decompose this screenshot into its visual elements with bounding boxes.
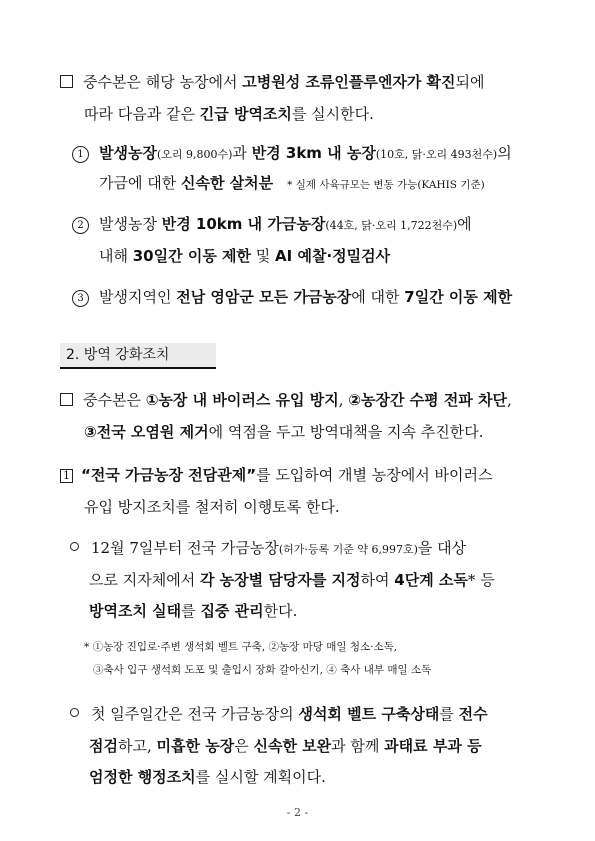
paragraph-1-line-2: 따라 다음과 같은 긴급 방역조치를 실시한다. [84, 105, 374, 123]
footnote-line-1: * ①농장 진입로·주변 생석회 벨트 구축, ②농장 마당 매일 청소·소독, [84, 641, 398, 653]
ring-item-2-line-3: 엄정한 행정조치를 실시할 계획이다. [89, 768, 326, 786]
paragraph-2-line-1: 중수본은 ①농장 내 바이러스 유입 방지, ②농장간 수평 전파 차단, [60, 390, 512, 410]
paragraph-3-line-2: 유입 방지조치를 철저히 이행토록 한다. [84, 498, 340, 516]
ring-item-1-line-1: 12월 7일부터 전국 가금농장(허가·등록 기준 약 6,997호)을 대상 [70, 538, 466, 560]
page-number: - 2 - [286, 806, 309, 819]
circled-number-1: 1 [72, 146, 89, 163]
ring-item-2-line-2: 점검하고, 미흡한 농장은 신속한 보완과 함께 과태료 부과 등 [89, 737, 482, 755]
ring-bullet-icon [70, 708, 79, 717]
item-2-line-1: 2 발생농장 반경 10km 내 가금농장(44호, 닭·오리 1,722천수)에 [72, 214, 472, 236]
paragraph-1-line-1: 중수본은 해당 농장에서 고병원성 조류인플루엔자가 확진되에 [60, 72, 485, 92]
checkbox-bullet-icon [60, 393, 73, 406]
item-1-line-1: 1 발생농장(오리 9,800수)과 반경 3km 내 농장(10호, 닭·오리 493천수)의 [72, 143, 512, 165]
circled-number-2: 2 [72, 217, 89, 234]
paragraph-3-line-1: 1 “전국 가금농장 전담관제”를 도입하여 개별 농장에서 바이러스 [60, 465, 493, 485]
checkbox-bullet-icon [60, 75, 73, 88]
item-2-line-2: 내해 30일간 이동 제한 및 AI 예찰·정밀검사 [99, 247, 391, 265]
item-3-line-1: 3 발생지역인 전남 영암군 모든 가금농장에 대한 7일간 이동 제한 [72, 287, 512, 307]
ring-item-1-line-2: 으로 지자체에서 각 농장별 담당자를 지정하여 4단계 소독* 등 [89, 571, 495, 589]
footnote-line-2: ③축사 입구 생석회 도포 및 출입시 장화 갈아신기, ④ 축사 내부 매일 소독 [93, 664, 432, 676]
ring-item-1-line-3: 방역조치 실태를 집중 관리한다. [89, 602, 298, 620]
ring-bullet-icon [70, 542, 79, 551]
section-heading: 2. 방역 강화조치 [60, 343, 216, 369]
circled-number-3: 3 [72, 290, 89, 307]
paragraph-2-line-2: ③전국 오염원 제거에 역점을 두고 방역대책을 지속 추진한다. [84, 423, 484, 441]
item-1-line-2: 가금에 대한 신속한 살처분 * 실제 사육규모는 변동 가능(KAHIS 기준) [99, 174, 485, 192]
ring-item-2-line-1: 첫 일주일간은 전국 가금농장의 생석회 벨트 구축상태를 전수 [70, 704, 488, 724]
boxed-number-1: 1 [60, 469, 73, 483]
